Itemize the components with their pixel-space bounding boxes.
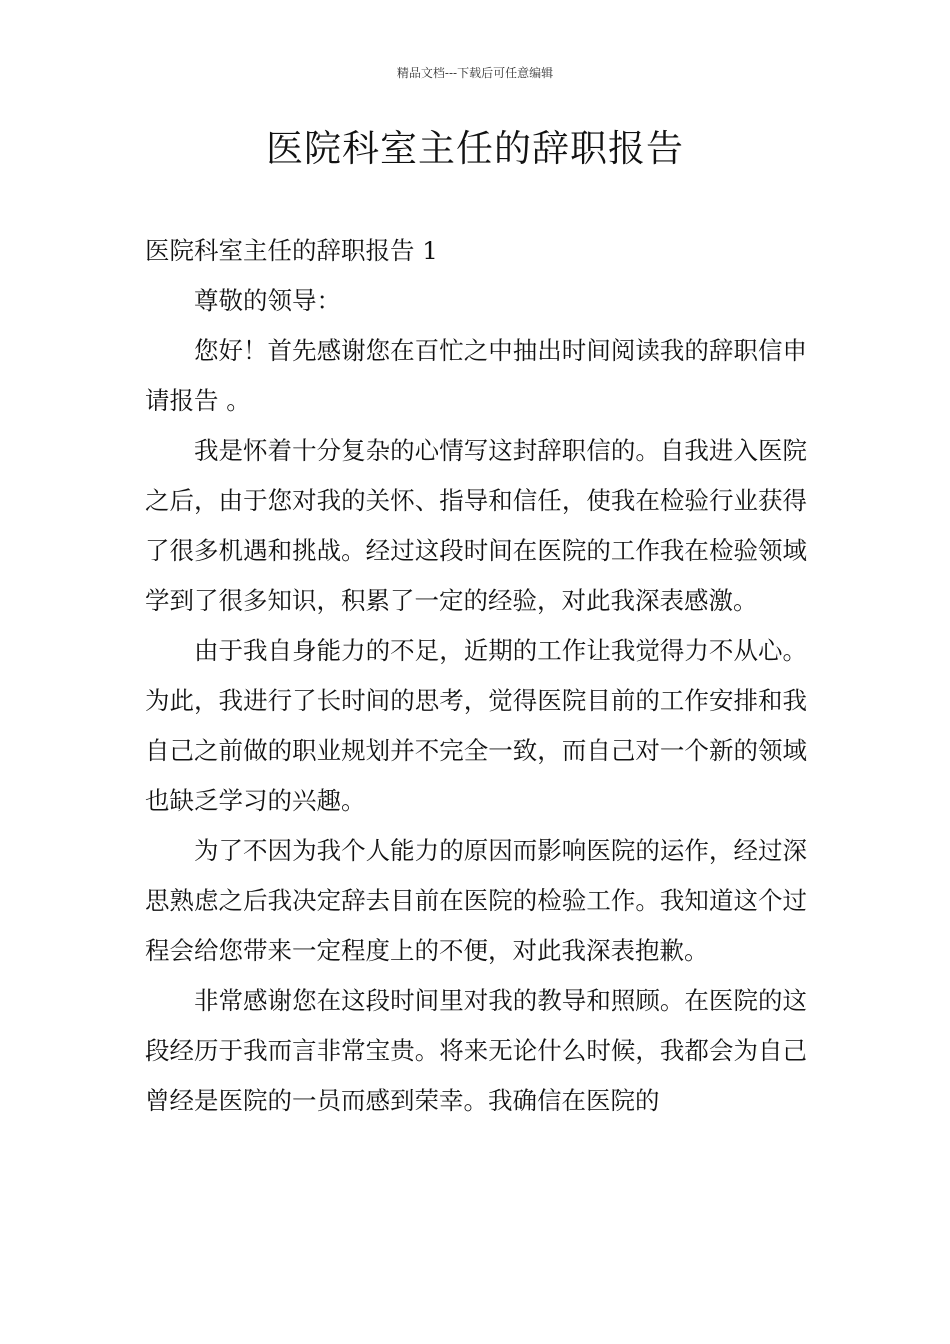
document-body	[145, 226, 807, 1126]
paragraph-gratitude: 我是怀着十分复杂的心情写这封辞职信的。自我进入医院之后，由于您对我的关怀、指导和信任，使我在检验行业获得了很多机遇和挑战。经过这段时间在医院的工作我在检验领域学到了很多知识，积累了一定的经验，对此我深表感激。	[145, 436, 807, 615]
header-note: 精品文档---下载后可任意编辑	[396, 66, 554, 80]
paragraph-greeting: 您好！首先感谢您在百忙之中抽出时间阅读我的辞职信申请报告 。	[145, 336, 807, 415]
document-title: 医院科室主任的辞职报告	[266, 127, 684, 170]
paragraph-thanks: 非常感谢您在这段时间里对我的教导和照顾。在医院的这段经历于我而言非常宝贵。将来无论什么时候，我都会为自己曾经是医院的一员而感到荣幸。我确信在医院的	[145, 986, 807, 1115]
paragraph-decision: 为了不因为我个人能力的原因而影响医院的运作，经过深思熟虑之后我决定辞去目前在医院的检验工作。我知道这个过程会给您带来一定程度上的不便，对此我深表抱歉。	[145, 836, 807, 965]
section-heading: 医院科室主任的辞职报告 1	[145, 236, 438, 265]
paragraph-reason: 由于我自身能力的不足，近期的工作让我觉得力不从心。为此，我进行了长时间的思考，觉得医院目前的工作安排和我自己之前做的职业规划并不完全一致，而自己对一个新的领域也缺乏学习的兴趣。	[145, 636, 807, 815]
salutation: 尊敬的领导：	[194, 286, 341, 315]
